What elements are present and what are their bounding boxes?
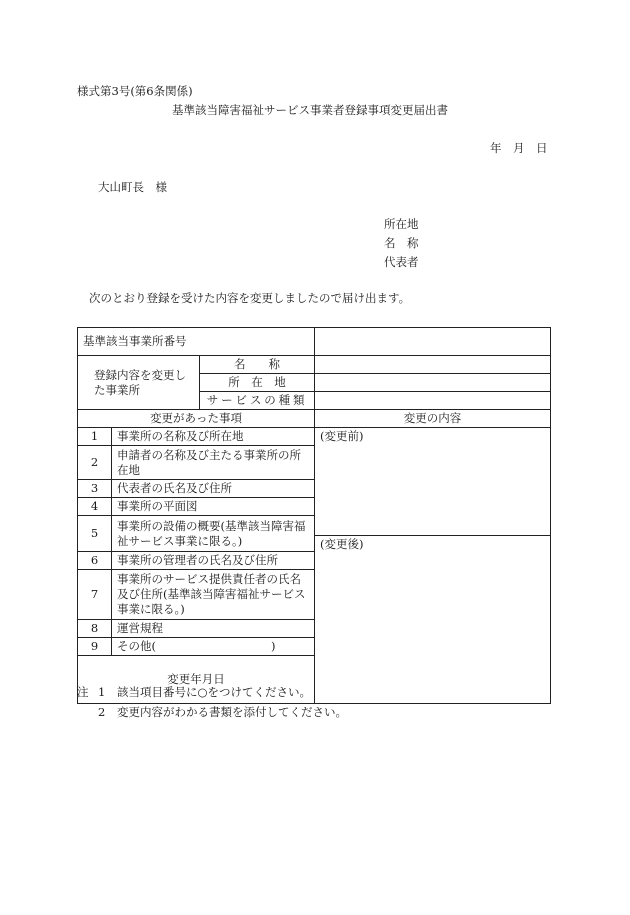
table-row [78, 428, 551, 446]
item-text: その他( ) [112, 638, 315, 656]
office-address-field[interactable] [315, 374, 551, 392]
applicant-name-label: 名 称 [384, 236, 419, 250]
service-type-field[interactable] [315, 392, 551, 410]
change-content-header: 変更の内容 [315, 410, 551, 428]
office-number-label: 基準該当事業所番号 [78, 328, 315, 356]
item-text: 事業所のサービス提供責任者の氏名及び住所(基準該当障害福祉サービス事業に限る。) [112, 570, 315, 620]
change-before-label: (変更前) [320, 429, 364, 443]
note-number: 1 [98, 685, 106, 699]
form-number: 様式第3号(第6条関係) [77, 84, 193, 98]
item-number[interactable]: 3 [78, 480, 112, 498]
change-before-field[interactable] [315, 428, 551, 536]
item-text: 事業所の平面図 [112, 498, 315, 516]
item-text: 代表者の氏名及び住所 [112, 480, 315, 498]
service-type-label: サービスの種類 [200, 392, 315, 410]
item-text: 事業所の管理者の氏名及び住所 [112, 552, 315, 570]
applicant-representative-label: 代表者 [384, 255, 419, 269]
office-address-label: 所 在 地 [200, 374, 315, 392]
note-text: 該当項目番号に○をつけてください。 [117, 685, 312, 699]
item-number[interactable]: 4 [78, 498, 112, 516]
changed-items-header: 変更があった事項 [78, 410, 315, 428]
office-name-field[interactable] [315, 356, 551, 374]
addressee: 大山町長 様 [98, 180, 167, 194]
change-after-field[interactable] [315, 536, 551, 704]
note-text: 変更内容がわかる書類を添付してください。 [117, 705, 347, 719]
note-number: 2 [98, 705, 106, 719]
office-name-label: 名 称 [200, 356, 315, 374]
item-text: 事業所の名称及び所在地 [112, 428, 315, 446]
office-number-field[interactable] [315, 328, 551, 356]
applicant-address-label: 所在地 [384, 217, 419, 231]
page-title: 基準該当障害福祉サービス事業者登録事項変更届出書 [172, 103, 448, 117]
change-after-label: (変更後) [320, 537, 364, 551]
registered-office-label: 登録内容を変更した事業所 [78, 356, 200, 410]
item-number[interactable]: 6 [78, 552, 112, 570]
notes-prefix: 注 [77, 685, 89, 699]
item-number[interactable]: 7 [78, 570, 112, 620]
item-number[interactable]: 2 [78, 446, 112, 480]
change-form-table [77, 327, 551, 704]
date-line: 年 月 日 [490, 141, 548, 155]
item-number[interactable]: 5 [78, 516, 112, 552]
item-text: 事業所の設備の概要(基準該当障害福祉サービス事業に限る。) [112, 516, 315, 552]
item-number[interactable]: 9 [78, 638, 112, 656]
change-date-label: 変更年月日 [78, 656, 315, 704]
item-text: 申請者の名称及び主たる事業所の所在地 [112, 446, 315, 480]
intro-text: 次のとおり登録を受けた内容を変更しましたので届け出ます。 [89, 291, 411, 305]
item-text: 運営規程 [112, 620, 315, 638]
item-number[interactable]: 8 [78, 620, 112, 638]
item-number[interactable]: 1 [78, 428, 112, 446]
